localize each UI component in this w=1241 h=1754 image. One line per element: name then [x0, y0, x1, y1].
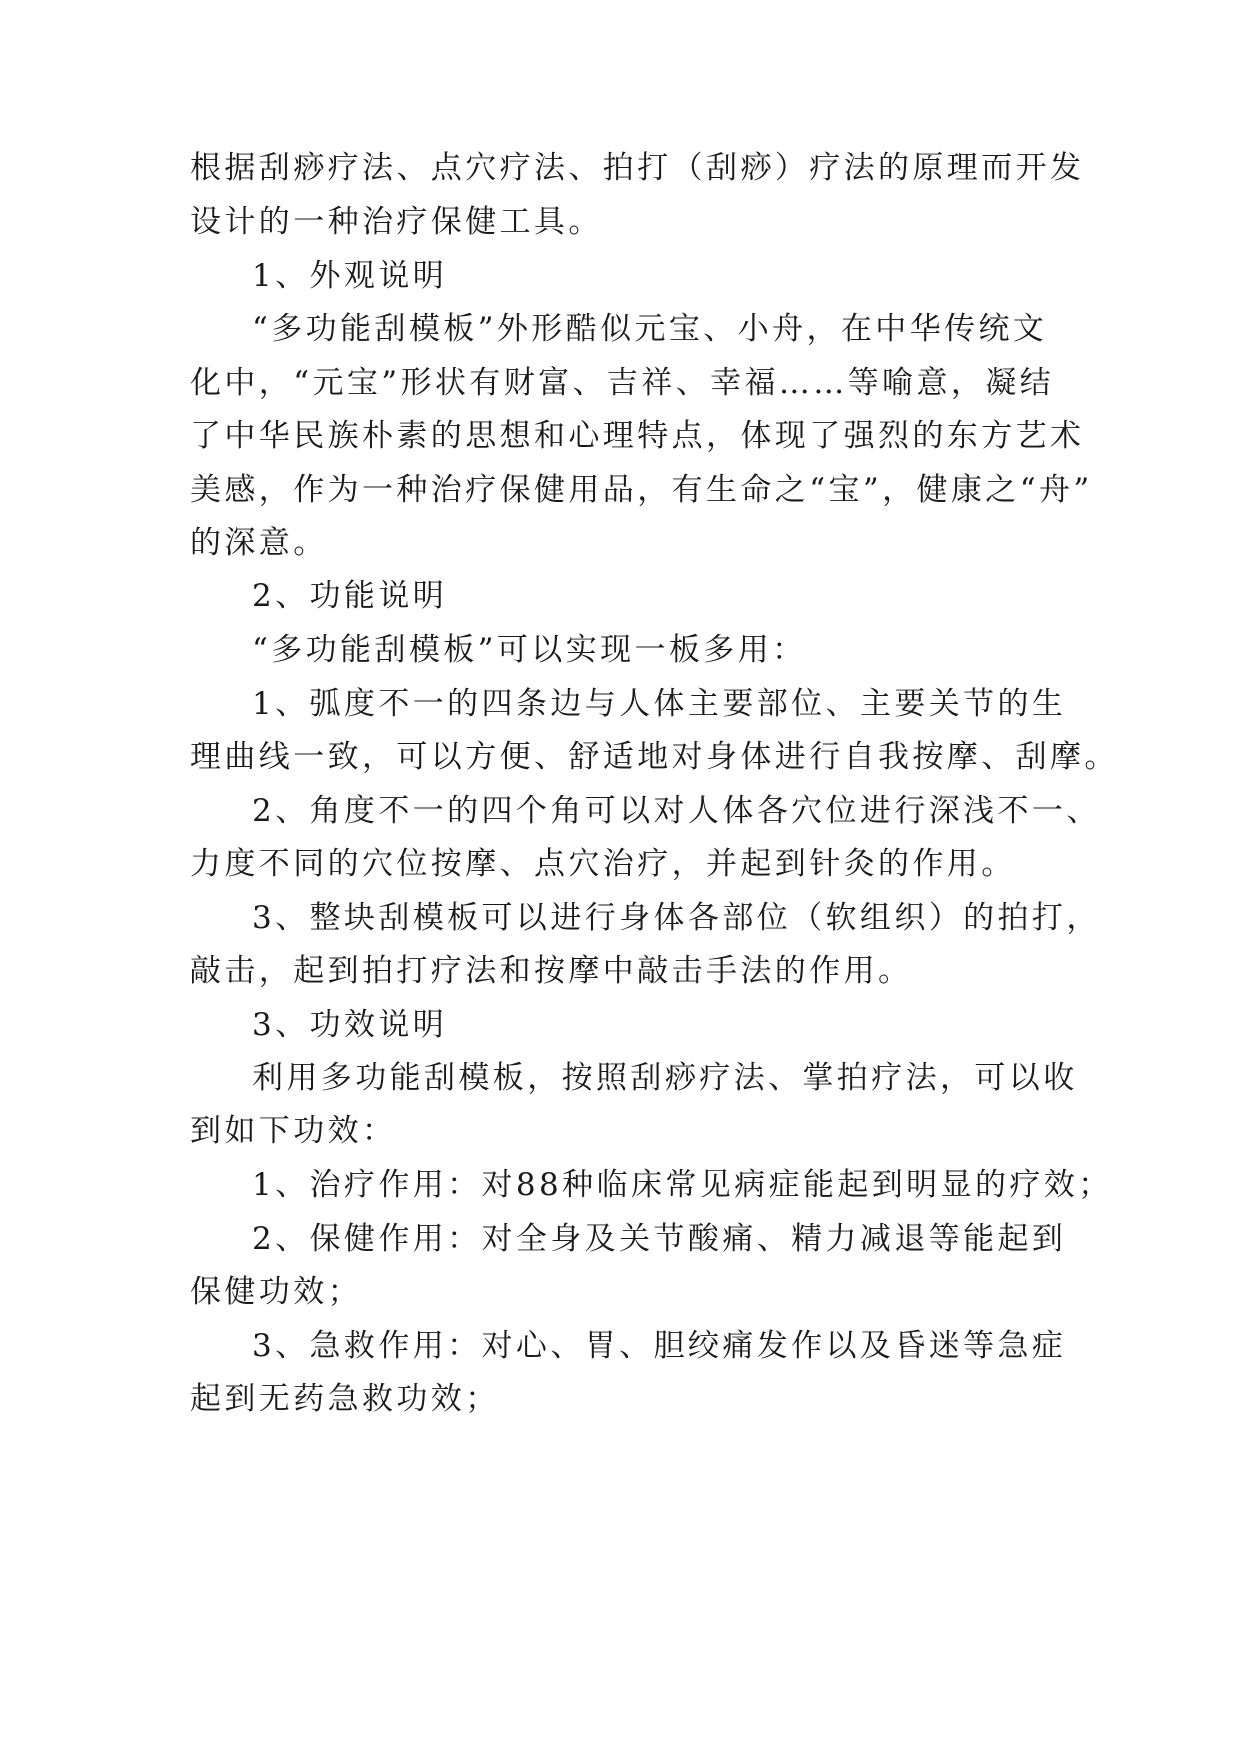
text-line: 根据刮痧疗法、点穴疗法、拍打（刮痧）疗法的原理而开发 — [190, 150, 1085, 186]
text-line: “多功能刮模板”外形酷似元宝、小舟，在中华传统文 — [252, 311, 1048, 347]
section-heading: 1、外观说明 — [252, 258, 448, 294]
text-line: 化中，“元宝”形状有财富、吉祥、幸福……等喻意，凝结 — [190, 365, 1055, 401]
text-line: 理曲线一致，可以方便、舒适地对身体进行自我按摩、刮摩。 — [190, 739, 1119, 775]
text-line: 保健功效； — [190, 1274, 362, 1310]
text-line: 的深意。 — [190, 525, 328, 561]
text-line: 3、急救作用：对心、胃、胆绞痛发作以及昏迷等急症 — [252, 1328, 1067, 1364]
text-line: 2、角度不一的四个角可以对人体各穴位进行深浅不一、 — [252, 793, 1101, 829]
text-line: 3、整块刮模板可以进行身体各部位（软组织）的拍打， — [252, 900, 1101, 936]
text-line: 力度不同的穴位按摩、点穴治疗，并起到针灸的作用。 — [190, 846, 1016, 882]
text-line: 美感，作为一种治疗保健用品，有生命之“宝”，健康之“舟” — [190, 472, 1093, 508]
text-line: 设计的一种治疗保健工具。 — [190, 204, 603, 240]
text-line: 利用多功能刮模板，按照刮痧疗法、掌拍疗法，可以收 — [252, 1060, 1078, 1096]
text-line: 敲击，起到拍打疗法和按摩中敲击手法的作用。 — [190, 953, 913, 989]
text-line: 起到无药急救功效； — [190, 1381, 500, 1417]
text-line: “多功能刮模板”可以实现一板多用： — [252, 632, 807, 668]
text-line: 1、弧度不一的四条边与人体主要部位、主要关节的生 — [252, 686, 1067, 722]
text-line: 到如下功效： — [190, 1113, 397, 1149]
text-line: 2、保健作用：对全身及关节酸痛、精力减退等能起到 — [252, 1221, 1067, 1257]
text-line: 1、治疗作用：对88种临床常见病症能起到明显的疗效； — [252, 1167, 1113, 1203]
text-line: 了中华民族朴素的思想和心理特点，体现了强烈的东方艺术 — [190, 418, 1085, 454]
section-heading: 3、功效说明 — [252, 1007, 448, 1043]
section-heading: 2、功能说明 — [252, 578, 448, 614]
